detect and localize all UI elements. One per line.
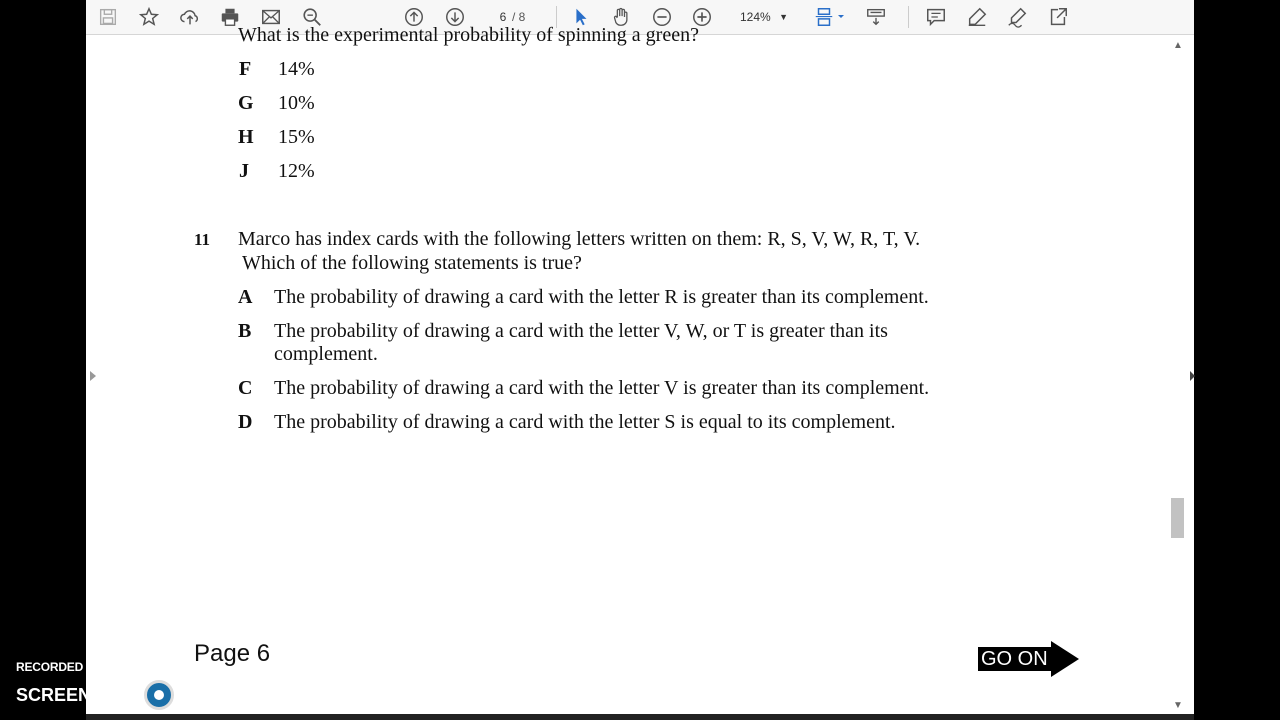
option-letter: D bbox=[238, 411, 253, 433]
scroll-down-icon[interactable]: ▼ bbox=[1173, 700, 1183, 711]
question-number: 11 bbox=[194, 230, 211, 249]
upload-icon[interactable] bbox=[178, 5, 202, 29]
option-text: The probability of drawing a card with the letter S is equal to its complement. bbox=[274, 411, 896, 433]
option-text: The probability of drawing a card with the letter R is greater than its complement. bbox=[274, 286, 929, 308]
right-panel-toggle-icon[interactable] bbox=[1190, 371, 1195, 381]
chevron-down-icon: ▼ bbox=[779, 12, 788, 22]
go-on-label: GO ON bbox=[978, 647, 1051, 671]
option-text: 15% bbox=[278, 126, 315, 148]
scrollbar-thumb[interactable] bbox=[1171, 498, 1184, 538]
chevron-down-icon[interactable] bbox=[836, 5, 846, 29]
option-letter: B bbox=[238, 320, 252, 342]
option-text: 10% bbox=[278, 92, 315, 114]
option-letter: G bbox=[238, 92, 254, 114]
option-text: 12% bbox=[278, 160, 315, 182]
fit-page-icon[interactable] bbox=[812, 5, 836, 29]
option-letter: F bbox=[239, 58, 252, 80]
question-text: Which of the following statements is true? bbox=[242, 252, 582, 274]
keyboard-icon[interactable] bbox=[864, 5, 888, 29]
page-number-input[interactable]: 6 bbox=[499, 10, 507, 24]
watermark-brand bbox=[16, 680, 234, 710]
comment-icon[interactable] bbox=[924, 5, 948, 29]
option-text: complement. bbox=[274, 343, 378, 365]
page-total: / 8 bbox=[512, 10, 526, 24]
option-letter: J bbox=[239, 160, 249, 182]
arrow-right-icon bbox=[1051, 641, 1079, 677]
question-text: Marco has index cards with the following letters written on them: R, S, V, W, R, T, V. bbox=[238, 228, 921, 250]
pdf-page bbox=[86, 24, 1169, 714]
export-icon[interactable] bbox=[1046, 5, 1070, 29]
scroll-up-icon[interactable]: ▲ bbox=[1173, 40, 1183, 51]
option-letter: H bbox=[238, 126, 254, 148]
save-icon[interactable] bbox=[96, 5, 120, 29]
screencast-watermark bbox=[16, 660, 234, 710]
status-bar bbox=[86, 714, 1194, 720]
page-footer-label: Page 6 bbox=[194, 640, 271, 667]
option-letter: A bbox=[238, 286, 253, 308]
option-text: The probability of drawing a card with the letter V, W, or T is greater than its bbox=[274, 320, 888, 342]
zoom-value: 124% bbox=[740, 10, 771, 24]
watermark-caption: RECORDED WITH bbox=[16, 660, 117, 674]
watermark-brand-right: MATIC bbox=[178, 684, 234, 705]
highlight-icon[interactable] bbox=[965, 5, 989, 29]
screencast-logo-icon bbox=[144, 680, 174, 710]
option-text: 14% bbox=[278, 58, 315, 80]
star-icon[interactable] bbox=[137, 5, 161, 29]
zoom-select[interactable] bbox=[730, 7, 794, 27]
toolbar-divider bbox=[908, 6, 909, 28]
go-on-marker bbox=[978, 641, 1079, 677]
watermark-brand-left: SCREENCAST bbox=[16, 684, 141, 705]
option-text: The probability of drawing a card with the letter V is greater than its complement. bbox=[274, 377, 930, 399]
previous-question-text: What is the experimental probability of spinning a green? bbox=[238, 24, 699, 46]
left-panel-toggle-icon[interactable] bbox=[90, 371, 96, 381]
option-letter: C bbox=[238, 377, 253, 399]
sign-icon[interactable] bbox=[1005, 5, 1029, 29]
vertical-scrollbar[interactable] bbox=[1169, 38, 1186, 714]
